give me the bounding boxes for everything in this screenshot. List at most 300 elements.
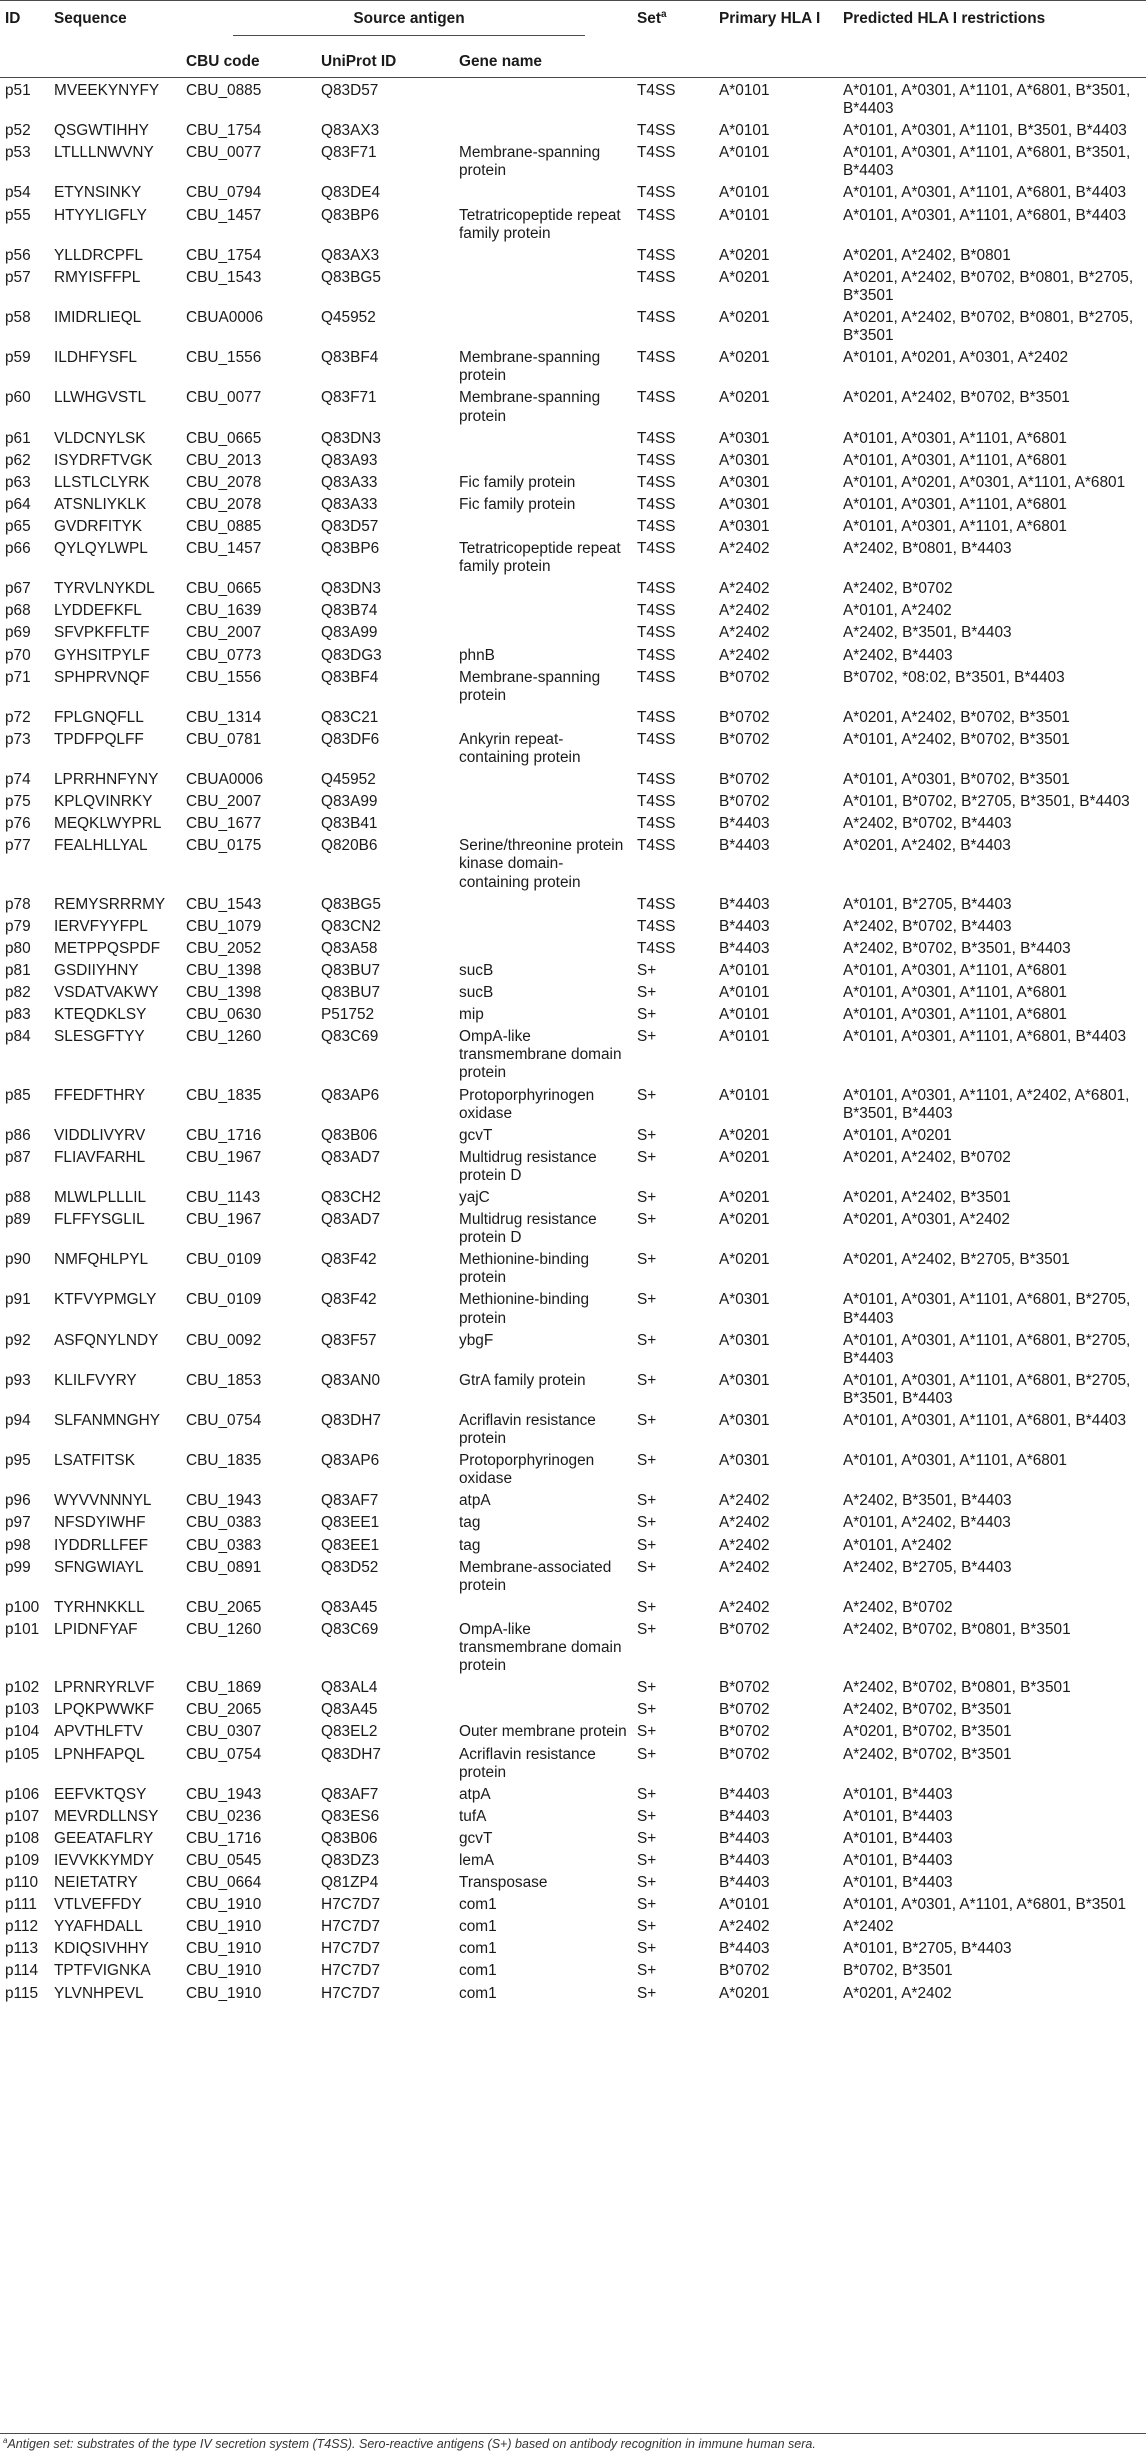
cell-predicted-hla: A*0101, B*2705, B*4403 [843, 1940, 1012, 1958]
cell-set: T4SS [637, 580, 676, 598]
cell-gene-name: com1 [459, 1962, 497, 1980]
cell-gene-name [454, 598, 632, 620]
cell-sequence: ISYDRFTVGK [54, 451, 153, 469]
cell-cbu-code: CBU_0885 [186, 517, 262, 535]
cell-id: p91 [5, 1291, 31, 1309]
cell-primary-hla: A*2402 [719, 1918, 770, 1936]
cell-predicted-hla: A*0101, A*0301, A*1101, A*6801 [843, 961, 1067, 979]
cell-cbu-code: CBU_0754 [186, 1745, 262, 1763]
cell-set: S+ [637, 1251, 657, 1269]
table-row [0, 789, 1146, 811]
cell-sequence: VSDATVAKWY [54, 984, 159, 1002]
cell-id: p66 [5, 540, 31, 558]
cell-cbu-code: CBU_1556 [186, 668, 262, 686]
cell-predicted-hla: A*0101, A*0301, A*1101, A*6801 [843, 984, 1067, 1002]
cell-primary-hla: A*0301 [719, 473, 770, 491]
cell-predicted-hla: A*0201, A*2402, B*0702, B*3501 [843, 389, 1070, 407]
cell-cbu-code: CBU_0109 [186, 1291, 262, 1309]
cell-cbu-code: CBU_1910 [186, 1962, 262, 1980]
cell-gene-name: Acriflavin resistance protein [459, 1412, 596, 1448]
cell-uniprot-id: Q83AP6 [321, 1452, 380, 1470]
cell-gene-name: Fic family protein [459, 473, 576, 491]
cell-predicted-hla: A*0101, A*2402 [843, 1536, 952, 1554]
cell-set: S+ [637, 984, 657, 1002]
cell-sequence: FFEDFTHRY [54, 1086, 146, 1104]
cell-primary-hla: A*2402 [719, 602, 770, 620]
cell-predicted-hla: A*2402 [843, 1918, 894, 1936]
cell-set: T4SS [637, 473, 676, 491]
cell-primary-hla: A*2402 [719, 1514, 770, 1532]
table-row [0, 643, 1146, 665]
cell-id: p115 [5, 1984, 39, 2002]
cell-cbu-code: CBU_2078 [186, 473, 262, 491]
cell-set: T4SS [637, 837, 676, 855]
cell-id: p108 [5, 1829, 40, 1847]
cell-id: p81 [5, 961, 31, 979]
cell-set: S+ [637, 1984, 657, 2002]
cell-set: S+ [637, 1679, 657, 1697]
cell-primary-hla: B*4403 [719, 917, 770, 935]
cell-sequence: LYDDEFKFL [54, 602, 142, 620]
cell-predicted-hla: A*0101, A*0301, A*1101, A*6801, B*4403 [843, 1412, 1127, 1429]
cell-set: T4SS [637, 389, 676, 407]
cell-uniprot-id: Q45952 [321, 309, 376, 327]
cell-cbu-code: CBU_0794 [186, 184, 262, 202]
cell-sequence: EEFVKTQSY [54, 1785, 147, 1803]
cell-sequence: KTEQDKLSY [54, 1006, 147, 1024]
cell-cbu-code: CBU_2013 [186, 451, 262, 469]
cell-sequence: LPRNRYRLVF [54, 1679, 155, 1697]
header-id: ID [5, 10, 21, 27]
cell-set: T4SS [637, 793, 676, 811]
cell-sequence: YLLDRCPFL [54, 246, 143, 264]
cell-cbu-code: CBU_1556 [186, 349, 262, 367]
cell-id: p60 [5, 389, 31, 407]
cell-predicted-hla: A*0101, A*2402, B*0702, B*3501 [843, 730, 1070, 748]
cell-cbu-code: CBUA0006 [186, 309, 263, 327]
cell-gene-name: Membrane-spanning protein [459, 668, 601, 704]
cell-cbu-code: CBU_0383 [186, 1514, 262, 1532]
cell-sequence: LPRRHNFYNY [54, 771, 159, 789]
cell-uniprot-id: Q83C21 [321, 708, 379, 726]
table-row [0, 1368, 1146, 1408]
cell-uniprot-id: Q83D57 [321, 517, 379, 535]
cell-id: p114 [5, 1962, 39, 1980]
cell-set: S+ [637, 1536, 657, 1554]
cell-gene-name [454, 514, 632, 536]
cell-set: T4SS [637, 82, 676, 99]
cell-uniprot-id: Q83BU7 [321, 961, 381, 979]
cell-uniprot-id: Q83A45 [321, 1598, 378, 1616]
cell-cbu-code: CBU_0236 [186, 1807, 262, 1825]
cell-sequence: SPHPRVNQF [54, 668, 150, 686]
cell-uniprot-id: H7C7D7 [321, 1896, 381, 1914]
footnote-text: Antigen set: substrates of the type IV secretion system (T4SS). Sero-reactive antigens (S+) based on antibody recognition in immune human sera. [7, 2437, 816, 2451]
cell-predicted-hla: A*0101, B*2705, B*4403 [843, 895, 1012, 913]
table-body [0, 78, 1146, 2003]
cell-id: p104 [5, 1723, 40, 1741]
table-row [0, 78, 1146, 119]
cell-set: T4SS [637, 309, 676, 327]
cell-sequence: VIDDLIVYRV [54, 1126, 146, 1144]
table-row [0, 203, 1146, 243]
cell-predicted-hla: A*0101, A*0301, A*1101, A*6801, B*3501, B*4403 [843, 82, 1131, 118]
cell-gene-name: ybgF [459, 1331, 494, 1349]
cell-uniprot-id: Q83BU7 [321, 984, 381, 1002]
cell-gene-name: Methionine-binding protein [459, 1251, 590, 1287]
cell-set: S+ [637, 1620, 657, 1638]
cell-sequence: QSGWTIHHY [54, 122, 149, 140]
cell-primary-hla: B*4403 [719, 1829, 770, 1847]
table-row [0, 1782, 1146, 1804]
cell-sequence: LLWHGVSTL [54, 389, 147, 407]
cell-id: p82 [5, 984, 31, 1002]
cell-cbu-code: CBU_1677 [186, 815, 262, 833]
cell-sequence: SFNGWIAYL [54, 1558, 144, 1576]
cell-cbu-code: CBU_0109 [186, 1251, 262, 1269]
cell-primary-hla: A*0201 [719, 1148, 770, 1166]
cell-gene-name: Membrane-associated protein [459, 1558, 612, 1594]
cell-set: T4SS [637, 184, 676, 202]
cell-set: T4SS [637, 268, 676, 286]
cell-primary-hla: A*0201 [719, 349, 770, 367]
cell-uniprot-id: Q83A99 [321, 793, 378, 811]
cell-cbu-code: CBU_1967 [186, 1211, 262, 1229]
cell-predicted-hla: A*0201, A*2402, B*3501 [843, 1188, 1011, 1206]
cell-primary-hla: A*0101 [719, 961, 770, 979]
cell-uniprot-id: Q83D57 [321, 82, 379, 99]
cell-predicted-hla: A*0101, A*0301, A*1101, A*6801 [843, 1452, 1067, 1470]
cell-gene-name: Acriflavin resistance protein [459, 1745, 596, 1781]
cell-id: p83 [5, 1006, 31, 1024]
cell-set: S+ [637, 1148, 657, 1166]
header-gene-name: Gene name [459, 53, 542, 70]
cell-id: p79 [5, 917, 31, 935]
cell-cbu-code: CBU_1967 [186, 1148, 262, 1166]
cell-gene-name [454, 811, 632, 833]
cell-cbu-code: CBUA0006 [186, 771, 263, 789]
cell-cbu-code: CBU_0175 [186, 837, 262, 855]
cell-id: p52 [5, 122, 31, 140]
cell-primary-hla: A*0301 [719, 495, 770, 513]
cell-id: p62 [5, 451, 31, 469]
table-row [0, 1892, 1146, 1914]
cell-primary-hla: B*4403 [719, 1851, 770, 1869]
cell-set: S+ [637, 1723, 657, 1741]
cell-predicted-hla: A*0101, B*4403 [843, 1785, 953, 1803]
cell-cbu-code: CBU_1910 [186, 1940, 262, 1958]
table-row [0, 180, 1146, 202]
cell-uniprot-id: P51752 [321, 1006, 375, 1024]
cell-sequence: TPDFPQLFF [54, 730, 144, 748]
cell-sequence: FPLGNQFLL [54, 708, 144, 726]
table-row [0, 958, 1146, 980]
cell-sequence: LSATFITSK [54, 1452, 135, 1470]
cell-uniprot-id: H7C7D7 [321, 1984, 381, 2002]
cell-uniprot-id: Q83DG3 [321, 646, 382, 664]
cell-gene-name: com1 [459, 1984, 497, 2002]
cell-gene-name [454, 180, 632, 202]
cell-primary-hla: A*0301 [719, 1291, 770, 1309]
cell-set: T4SS [637, 602, 676, 620]
cell-gene-name: yajC [459, 1188, 490, 1206]
cell-primary-hla: A*0101 [719, 1028, 770, 1046]
cell-primary-hla: A*0301 [719, 1412, 770, 1429]
cell-sequence: LPIDNFYAF [54, 1620, 138, 1638]
table-row [0, 1533, 1146, 1555]
cell-id: p65 [5, 517, 31, 535]
cell-primary-hla: B*4403 [719, 1874, 770, 1892]
header-source-antigen [181, 1, 632, 47]
cell-set: S+ [637, 1452, 657, 1470]
cell-cbu-code: CBU_0665 [186, 429, 262, 447]
table-row [0, 140, 1146, 180]
table-row [0, 1185, 1146, 1207]
cell-uniprot-id: Q83DF6 [321, 730, 380, 748]
cell-id: p106 [5, 1785, 40, 1803]
cell-uniprot-id: Q83B74 [321, 602, 378, 620]
cell-id: p105 [5, 1745, 40, 1763]
cell-set: T4SS [637, 540, 676, 558]
cell-predicted-hla: B*0702, B*3501 [843, 1962, 953, 1980]
header-blank-sequence [49, 46, 181, 78]
cell-predicted-hla: A*0101, B*4403 [843, 1829, 953, 1847]
cell-cbu-code: CBU_0383 [186, 1536, 262, 1554]
cell-gene-name [454, 1697, 632, 1719]
cell-primary-hla: B*4403 [719, 815, 770, 833]
header-set-footnote-marker: a [660, 8, 667, 20]
cell-gene-name [454, 305, 632, 345]
cell-uniprot-id: Q83DN3 [321, 429, 381, 447]
table-row [0, 1247, 1146, 1287]
cell-gene-name: phnB [459, 646, 495, 664]
cell-cbu-code: CBU_0773 [186, 646, 262, 664]
cell-set: T4SS [637, 624, 676, 642]
cell-cbu-code: CBU_1398 [186, 984, 262, 1002]
cell-gene-name: GtrA family protein [459, 1371, 586, 1389]
cell-gene-name: atpA [459, 1785, 491, 1803]
cell-gene-name [454, 914, 632, 936]
cell-set: S+ [637, 1412, 657, 1429]
cell-primary-hla: A*2402 [719, 1598, 770, 1616]
cell-gene-name: tufA [459, 1807, 487, 1825]
cell-sequence: MLWLPLLLIL [54, 1188, 147, 1206]
cell-id: p68 [5, 602, 31, 620]
table-row [0, 243, 1146, 265]
cell-primary-hla: A*0101 [719, 122, 770, 140]
cell-set: S+ [637, 1745, 657, 1763]
table-row [0, 448, 1146, 470]
cell-primary-hla: B*0702 [719, 1745, 770, 1763]
cell-set: T4SS [637, 771, 676, 789]
table-row [0, 1207, 1146, 1247]
cell-primary-hla: A*0101 [719, 184, 770, 202]
footnote-marker: a [3, 2435, 8, 2445]
cell-uniprot-id: Q83DH7 [321, 1412, 381, 1429]
table-row [0, 1936, 1146, 1958]
cell-uniprot-id: Q83AF7 [321, 1785, 379, 1803]
cell-predicted-hla: A*0201, A*2402, B*0702, B*0801, B*2705, B*3501 [843, 268, 1134, 304]
cell-id: p55 [5, 206, 31, 224]
cell-cbu-code: CBU_2065 [186, 1701, 262, 1719]
table-row [0, 1024, 1146, 1082]
cell-id: p71 [5, 668, 31, 686]
cell-uniprot-id: H7C7D7 [321, 1962, 381, 1980]
table-row [0, 118, 1146, 140]
cell-primary-hla: B*0702 [719, 1620, 770, 1638]
cell-id: p74 [5, 771, 31, 789]
cell-id: p76 [5, 815, 31, 833]
cell-uniprot-id: Q83EE1 [321, 1536, 380, 1554]
cell-id: p85 [5, 1086, 31, 1104]
cell-primary-hla: A*2402 [719, 1536, 770, 1554]
header-blank-predicted [838, 46, 1146, 78]
cell-uniprot-id: Q83AP6 [321, 1086, 380, 1104]
cell-cbu-code: CBU_0630 [186, 1006, 262, 1024]
cell-cbu-code: CBU_1910 [186, 1918, 262, 1936]
cell-sequence: KLILFVYRY [54, 1371, 137, 1389]
cell-cbu-code: CBU_1869 [186, 1679, 262, 1697]
table-row [0, 470, 1146, 492]
cell-sequence: VLDCNYLSK [54, 429, 146, 447]
cell-primary-hla: A*0101 [719, 1896, 770, 1914]
header-blank-id [0, 46, 49, 78]
cell-sequence: MEQKLWYPRL [54, 815, 162, 833]
cell-predicted-hla: A*0101, A*0301, A*1101, A*6801 [843, 495, 1067, 513]
cell-id: p102 [5, 1679, 40, 1697]
cell-uniprot-id: Q83B06 [321, 1126, 378, 1144]
cell-cbu-code: CBU_1079 [186, 917, 262, 935]
cell-sequence: ATSNLIYKLK [54, 495, 147, 513]
cell-uniprot-id: Q83A33 [321, 473, 378, 491]
cell-cbu-code: CBU_0545 [186, 1851, 262, 1869]
cell-primary-hla: A*0201 [719, 1188, 770, 1206]
cell-predicted-hla: A*0101, B*4403 [843, 1851, 953, 1869]
cell-gene-name: atpA [459, 1492, 491, 1510]
cell-primary-hla: A*0101 [719, 144, 770, 162]
cell-sequence: METPPQSPDF [54, 939, 161, 957]
cell-uniprot-id: Q83EE1 [321, 1514, 380, 1532]
cell-predicted-hla: A*2402, B*0702, B*4403 [843, 815, 1012, 833]
cell-cbu-code: CBU_1260 [186, 1028, 262, 1046]
cell-sequence: LTLLLNWVNY [54, 144, 154, 162]
cell-cbu-code: CBU_0754 [186, 1412, 262, 1429]
cell-sequence: FLIAVFARHL [54, 1148, 146, 1166]
cell-gene-name: Multidrug resistance protein D [459, 1148, 597, 1184]
table-header [0, 1, 1146, 78]
cell-predicted-hla: A*0101, A*0301, A*1101, A*6801, B*3501, B*4403 [843, 144, 1131, 180]
cell-gene-name: Membrane-spanning protein [459, 389, 601, 425]
cell-predicted-hla: A*0101, A*0301, A*1101, A*6801, B*4403 [843, 1028, 1127, 1046]
cell-predicted-hla: A*2402, B*0702 [843, 580, 953, 598]
cell-primary-hla: A*0201 [719, 246, 770, 264]
cell-uniprot-id: Q83DZ3 [321, 1851, 380, 1869]
cell-set: T4SS [637, 144, 676, 162]
cell-sequence: LPQKPWWKF [54, 1701, 155, 1719]
cell-set: T4SS [637, 708, 676, 726]
cell-set: T4SS [637, 815, 676, 833]
cell-set: S+ [637, 961, 657, 979]
cell-gene-name: Outer membrane protein [459, 1723, 627, 1741]
cell-sequence: GYHSITPYLF [54, 646, 150, 664]
table-row [0, 1914, 1146, 1936]
cell-uniprot-id: Q83BF4 [321, 668, 379, 686]
cell-set: S+ [637, 1940, 657, 1958]
cell-cbu-code: CBU_1716 [186, 1126, 262, 1144]
cell-id: p70 [5, 646, 31, 664]
cell-sequence: IEVVKKYMDY [54, 1851, 155, 1869]
cell-cbu-code: CBU_1943 [186, 1492, 262, 1510]
cell-predicted-hla: A*0201, A*0301, A*2402 [843, 1211, 1010, 1229]
cell-gene-name: lemA [459, 1851, 495, 1869]
cell-uniprot-id: Q83AX3 [321, 122, 380, 140]
cell-set: S+ [637, 1188, 657, 1206]
table-row [0, 1595, 1146, 1617]
cell-uniprot-id: Q83AF7 [321, 1492, 379, 1510]
cell-id: p92 [5, 1331, 31, 1349]
cell-set: T4SS [637, 429, 676, 447]
cell-gene-name [454, 936, 632, 958]
table-row [0, 1697, 1146, 1719]
cell-id: p101 [5, 1620, 40, 1638]
cell-primary-hla: A*0301 [719, 517, 770, 535]
table-row [0, 536, 1146, 576]
cell-cbu-code: CBU_0664 [186, 1874, 262, 1892]
table-row [0, 1328, 1146, 1368]
cell-uniprot-id: Q83F71 [321, 144, 377, 162]
cell-gene-name [454, 789, 632, 811]
cell-primary-hla: A*2402 [719, 540, 770, 558]
cell-uniprot-id: H7C7D7 [321, 1918, 381, 1936]
cell-predicted-hla: A*0101, A*0301, A*1101, A*6801, B*4403 [843, 206, 1127, 224]
cell-sequence: HTYYLIGFLY [54, 206, 147, 224]
cell-gene-name: Serine/threonine protein kinase domain-containing protein [459, 837, 624, 891]
cell-set: S+ [637, 1028, 657, 1046]
cell-id: p80 [5, 939, 31, 957]
cell-uniprot-id: Q83CN2 [321, 917, 381, 935]
cell-predicted-hla: A*0201, A*2402, B*2705, B*3501 [843, 1251, 1070, 1269]
cell-id: p61 [5, 429, 31, 447]
cell-set: S+ [637, 1492, 657, 1510]
cell-gene-name [454, 243, 632, 265]
cell-id: p99 [5, 1558, 31, 1576]
cell-primary-hla: A*2402 [719, 580, 770, 598]
cell-gene-name: Multidrug resistance protein D [459, 1211, 597, 1247]
cell-id: p73 [5, 730, 31, 748]
table-row [0, 1448, 1146, 1488]
cell-sequence: YLVNHPEVL [54, 1984, 144, 2002]
table-row [0, 1826, 1146, 1848]
cell-cbu-code: CBU_1754 [186, 122, 262, 140]
table-row [0, 1870, 1146, 1892]
cell-gene-name [454, 78, 632, 119]
cell-sequence: QYLQYLWPL [54, 540, 148, 558]
cell-set: T4SS [637, 917, 676, 935]
cell-uniprot-id: Q83A45 [321, 1701, 378, 1719]
cell-cbu-code: CBU_0891 [186, 1558, 262, 1576]
cell-predicted-hla: A*2402, B*0702, B*0801, B*3501 [843, 1620, 1071, 1638]
header-cbu-code: CBU code [186, 53, 260, 70]
cell-gene-name: com1 [459, 1940, 497, 1958]
cell-predicted-hla: A*0101, A*0301, A*1101, B*3501, B*4403 [843, 122, 1127, 140]
cell-primary-hla: A*0301 [719, 1371, 770, 1389]
table-row [0, 265, 1146, 305]
cell-set: T4SS [637, 206, 676, 224]
cell-predicted-hla: A*2402, B*0702 [843, 1598, 953, 1616]
table-row [0, 833, 1146, 891]
cell-id: p103 [5, 1701, 40, 1719]
cell-cbu-code: CBU_0885 [186, 82, 262, 99]
